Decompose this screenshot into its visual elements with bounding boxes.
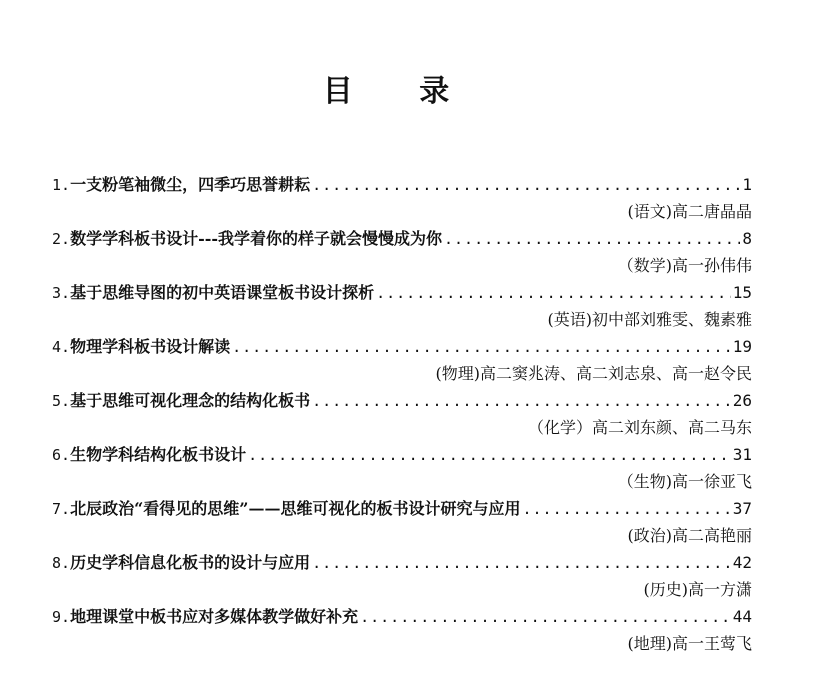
entry-page-number: 44 [732, 607, 752, 626]
toc-entry-line[interactable] [52, 550, 752, 576]
dot-leader [312, 388, 731, 414]
dot-leader [444, 226, 740, 252]
dot-leader [360, 604, 731, 630]
entry-title: 基于思维导图的初中英语课堂板书设计探析 [70, 283, 375, 302]
toc-entry-3 [52, 280, 752, 334]
toc-entry-8 [52, 550, 752, 604]
entry-title: 北辰政治“看得见的思维”——思维可视化的板书设计研究与应用 [70, 499, 521, 518]
entry-title: 物理学科板书设计解读 [70, 337, 231, 356]
toc-entry-6 [52, 442, 752, 496]
entry-author: (英语)初中部刘雅雯、魏素雅 [547, 310, 752, 329]
entry-title: 生物学科结构化板书设计 [70, 445, 247, 464]
toc-entry-line[interactable] [52, 226, 752, 252]
dot-leader [312, 550, 731, 576]
dot-leader [312, 172, 740, 198]
entry-author: (地理)高一王莺飞 [627, 634, 752, 653]
entry-number: 8. [52, 554, 71, 572]
entry-number: 5. [52, 392, 71, 410]
toc-entry-line[interactable] [52, 334, 752, 360]
entry-title: 基于思维可视化理念的结构化板书 [70, 391, 311, 410]
entry-page-number: 31 [732, 445, 752, 464]
entry-page-number: 1 [742, 175, 752, 194]
entry-author: （数学)高一孙伟伟 [617, 256, 752, 275]
entry-page-number: 19 [732, 337, 752, 356]
entry-page-number: 26 [732, 391, 752, 410]
entry-author: (政治)高二高艳丽 [627, 526, 752, 545]
entry-number: 3. [52, 284, 71, 302]
toc-entry-2 [52, 226, 752, 280]
toc-entry-5 [52, 388, 752, 442]
entry-title: 数学学科板书设计---我学着你的样子就会慢慢成为你 [70, 229, 442, 248]
toc-list [52, 172, 752, 658]
entry-author: （化学）高二刘东颜、高二马东 [527, 418, 752, 437]
entry-number: 4. [52, 338, 71, 356]
entry-title: 地理课堂中板书应对多媒体教学做好补充 [70, 607, 359, 626]
entry-page-number: 37 [732, 499, 752, 518]
dot-leader [522, 496, 730, 522]
toc-entry-line[interactable] [52, 172, 752, 198]
entry-author: (历史)高一方潇 [643, 580, 752, 599]
entry-page-number: 42 [732, 553, 752, 572]
entry-number: 6. [52, 446, 71, 464]
page-title: 目 录 [322, 74, 478, 109]
entry-author: (物理)高二窦兆涛、高二刘志泉、高一赵令民 [435, 364, 752, 383]
entry-number: 7. [52, 500, 71, 518]
toc-entry-line[interactable] [52, 388, 752, 414]
toc-entry-line[interactable] [52, 442, 752, 468]
toc-entry-7 [52, 496, 752, 550]
dot-leader [376, 280, 731, 306]
entry-title: 历史学科信息化板书的设计与应用 [70, 553, 311, 572]
toc-entry-4 [52, 334, 752, 388]
toc-entry-line[interactable] [52, 604, 752, 630]
entry-number: 9. [52, 608, 71, 626]
entry-page-number: 8 [742, 229, 752, 248]
toc-entry-9 [52, 604, 752, 658]
entry-author: (语文)高二唐晶晶 [627, 202, 752, 221]
toc-entry-line[interactable] [52, 496, 752, 522]
toc-entry-line[interactable] [52, 280, 752, 306]
entry-page-number: 15 [732, 283, 752, 302]
entry-author: （生物)高一徐亚飞 [617, 472, 752, 491]
dot-leader [248, 442, 731, 468]
dot-leader [232, 334, 731, 360]
entry-number: 2. [52, 230, 71, 248]
entry-title: 一支粉笔袖微尘，四季巧思誉耕耘 [70, 175, 311, 194]
toc-entry-1 [52, 172, 752, 226]
entry-number: 1. [52, 176, 71, 194]
